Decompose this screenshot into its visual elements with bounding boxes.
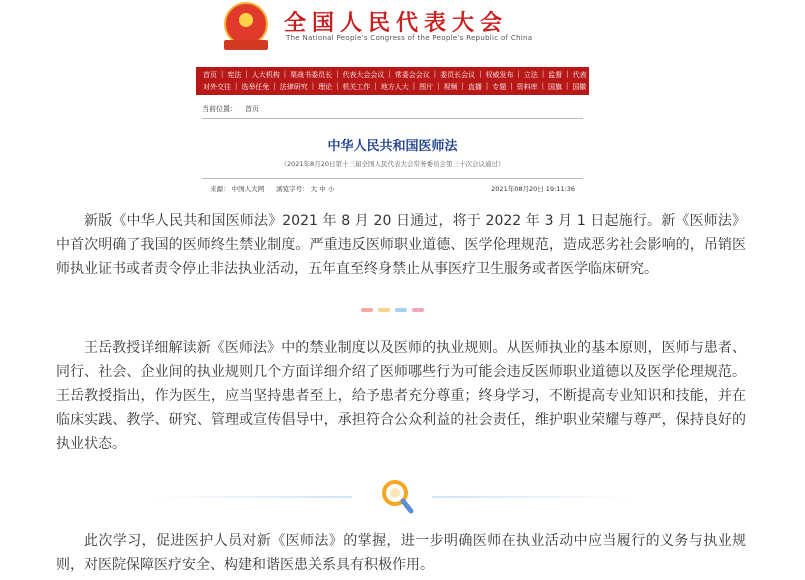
divider-line (202, 178, 583, 179)
nav-separator: | (541, 82, 544, 90)
paragraph-text: 王岳教授详细解读新《医师法》中的禁业制度以及医师的执业规则。从医师执业的基本原则，医师与患者、同行、社会、企业间的执业规则几个方面详细介绍了医师哪些行为可能会违反医师职业道德以及医学伦理规范。王岳教授指出，作为医生，应当坚持患者至上，给予患者充分尊重；终身学习，不断提高专业知识和技能，并在临床实践、教学、研究、管理或宣传倡导中，承担符合公众利益的社会责任，维护职业荣耀与尊严，保持良好的执业状态。 (56, 340, 746, 452)
nav-separator: | (437, 82, 440, 90)
nav-item[interactable]: 地方人大 (380, 83, 409, 91)
font-size-control[interactable]: 浏览字号： 大 中 小 (276, 185, 335, 193)
banner-title: 全国人民代表大会 (284, 11, 509, 36)
nav-separator: | (221, 70, 224, 78)
nav-item[interactable]: 对外交往 (203, 83, 231, 91)
article-datetime: 2021年08月20日 19:11:36 (491, 185, 575, 193)
nav-separator: | (461, 82, 464, 90)
nav-item[interactable]: 资料库 (516, 83, 538, 91)
nav-item[interactable]: 机关工作 (342, 83, 371, 91)
npc-page-screenshot (196, 0, 589, 200)
nav-item[interactable]: 国徽 (572, 83, 587, 91)
nav-item[interactable]: 宪法 (227, 71, 242, 79)
article-paragraph-2 (56, 336, 746, 456)
nav-item[interactable]: 直播 (467, 83, 482, 91)
nav-bar (196, 67, 589, 95)
nav-item[interactable]: 立法 (523, 71, 538, 79)
nav-separator: | (336, 82, 339, 90)
banner-subtitle: The National People's Congress of the People's Republic of China (286, 34, 533, 42)
magnifier-icon (380, 478, 416, 518)
nav-item[interactable]: 人大机构 (251, 71, 280, 79)
npc-banner (196, 0, 589, 62)
decor-dot (395, 308, 407, 312)
nav-separator: | (433, 70, 437, 78)
nav-item[interactable]: 委员长会议 (440, 71, 476, 79)
nav-item[interactable]: 理论 (318, 83, 333, 91)
nav-separator: | (273, 82, 276, 90)
nav-item[interactable]: 国旗 (547, 83, 562, 91)
nav-separator: | (412, 82, 416, 90)
article-source: 来源： 中国人大网 (210, 185, 265, 193)
nav-separator: | (510, 82, 513, 90)
nav-separator: | (517, 70, 520, 78)
nav-separator: | (374, 82, 377, 90)
law-title: 中华人民共和国医师法 (327, 139, 458, 154)
divider-line (202, 118, 583, 119)
decor-dot (378, 308, 390, 312)
nav-item[interactable]: 代表大会会议 (342, 71, 385, 79)
nav-separator: | (541, 70, 545, 78)
breadcrumb-label: 当前位置： (202, 105, 237, 113)
decor-dot (412, 308, 424, 312)
nav-item[interactable]: 首页 (203, 71, 217, 79)
nav-separator: | (566, 70, 569, 78)
nav-separator: | (565, 82, 569, 90)
article-paragraph-1 (56, 209, 746, 281)
nav-item[interactable]: 法律研究 (279, 83, 308, 91)
nav-item[interactable]: 常委会会议 (394, 71, 430, 79)
paragraph-text: 新版《中华人民共和国医师法》2021 年 8 月 20 日通过，将于 2022 年 3 月 1 日起施行。新《医师法》中首次明确了我国的医师终生禁业制度。严重违反医师职业道德、医学伦理规范，造成恶劣社会影响的，吊销医师执业证书或者责令停止非法执业活动，五年直至终身禁止从事医疗卫生服务或者医学临床研究。 (56, 213, 746, 277)
nav-separator: | (245, 70, 248, 78)
nav-item[interactable]: 选举任免 (241, 83, 270, 91)
decor-divider-right (432, 496, 632, 498)
nav-item[interactable]: 监督 (548, 71, 563, 79)
nav-separator: | (311, 82, 315, 90)
nav-row-1 (202, 70, 588, 80)
article-paragraph-3 (56, 529, 746, 577)
emblem-base (224, 40, 268, 50)
nav-row-2 (202, 82, 587, 92)
paragraph-text: 此次学习，促进医护人员对新《医师法》的掌握，进一步明确医师在执业活动中应当履行的义务与执业规则，对医院保障医疗安全、构建和谐医患关系具有积极作用。 (56, 533, 746, 573)
nav-separator: | (479, 70, 482, 78)
breadcrumb (202, 104, 267, 114)
article-meta (210, 184, 344, 193)
breadcrumb-home[interactable]: 首页 (245, 105, 259, 113)
nav-item[interactable]: 栗战书委员长 (290, 71, 333, 79)
nav-separator: | (485, 82, 489, 90)
nav-separator: | (283, 70, 287, 78)
nav-item[interactable]: 视频 (443, 83, 458, 91)
nav-separator: | (235, 82, 238, 90)
nav-item[interactable]: 图片 (419, 83, 434, 91)
nav-separator: | (336, 70, 339, 78)
nav-separator: | (388, 70, 391, 78)
decor-divider-left (152, 496, 352, 498)
decor-dot (361, 308, 373, 312)
decorative-dots (361, 308, 424, 312)
nav-item[interactable]: 专题 (492, 83, 507, 91)
law-note: （2021年8月20日第十三届全国人民代表大会常务委员会第三十次会议通过） (280, 160, 505, 168)
nav-item[interactable]: 权威发布 (485, 71, 514, 79)
nav-item[interactable]: 代表 (572, 71, 587, 79)
